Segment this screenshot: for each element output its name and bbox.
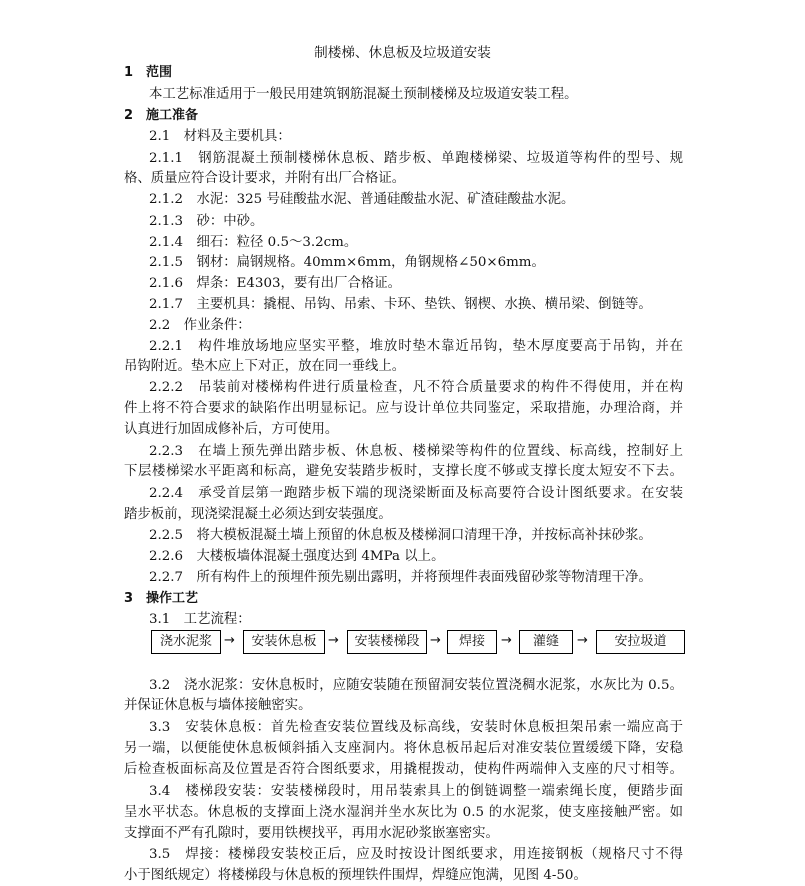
section-heading-preparation: 2 施工准备 bbox=[124, 108, 199, 123]
paragraph-line: 并保证休息板与墙体接触密实。 bbox=[124, 698, 312, 713]
flow-arrow-icon: → bbox=[577, 633, 588, 648]
paragraph-line: 后检查板面标高及位置是否符合图纸要求，用撬棍拨动，使构件两端伸入支座的尺寸相等。 bbox=[124, 762, 683, 777]
section-heading-scope: 1 范围 bbox=[124, 65, 173, 80]
subsection-heading: 3.1 工艺流程： bbox=[149, 612, 251, 627]
flow-arrow-icon: → bbox=[430, 633, 441, 648]
paragraph-line: 支撑面不严有孔隙时，要用铁楔找平，再用水泥砂浆嵌塞密实。 bbox=[124, 826, 499, 841]
flow-arrow-icon: → bbox=[501, 633, 512, 648]
flow-step-box: 安装楼梯段 bbox=[347, 630, 427, 654]
section-heading-operation: 3 操作工艺 bbox=[124, 591, 199, 606]
paragraph-line: 2.2.5 将大模板混凝土墙上预留的休息板及楼梯洞口清理干净，并按标高补抹砂浆。 bbox=[149, 528, 652, 543]
paragraph-line: 件上将不符合要求的缺陷作出明显标记。应与设计单位共同鉴定，采取措施，办理洽商，并 bbox=[124, 401, 683, 416]
paragraph-line: 2.1.3 砂：中砂。 bbox=[149, 214, 264, 229]
paragraph-line: 3.2 浇水泥浆：安休息板时，应随安装随在预留洞安装位置浇稠水泥浆，水灰比为 0.5。 bbox=[149, 678, 683, 693]
paragraph-line: 2.1.1 钢筋混凝土预制楼梯休息板、踏步板、单跑楼梯梁、垃圾道等构件的型号、规 bbox=[149, 151, 683, 166]
paragraph-line: 2.1.2 水泥：325 号硅酸盐水泥、普通硅酸盐水泥、矿渣硅酸盐水泥。 bbox=[149, 192, 575, 207]
paragraph-line: 2.2.2 吊装前对楼梯构件进行质量检查，凡不符合质量要求的构件不得使用，并在构 bbox=[149, 380, 683, 395]
paragraph-line: 2.1.7 主要机具：撬棍、吊钩、吊索、卡环、垫铁、钢楔、水换、横吊梁、倒链等。 bbox=[149, 297, 652, 312]
paragraph-line: 2.2.4 承受首层第一跑踏步板下端的现浇梁断面及标高要符合设计图纸要求。在安装 bbox=[149, 486, 683, 501]
document-title: 制楼梯、休息板及垃圾道安装 bbox=[314, 45, 491, 61]
paragraph-line: 2.1.6 焊条：E4303，要有出厂合格证。 bbox=[149, 276, 402, 291]
paragraph-line: 2.1.4 细石：粒径 0.5～3.2cm。 bbox=[149, 235, 358, 250]
paragraph-line: 下层楼梯梁水平距离和标高，避免安装踏步板时，支撑长度不够或支撑长度太短安不下去。 bbox=[124, 464, 683, 479]
flow-arrow-icon: → bbox=[328, 633, 339, 648]
flow-step-box: 灌缝 bbox=[519, 630, 573, 654]
paragraph-line: 格、质量应符合设计要求，并附有出厂合格证。 bbox=[124, 171, 406, 186]
paragraph-line: 2.2.1 构件堆放场地应坚实平整，堆放时垫木靠近吊钩，垫木厚度要高于吊钩，并在 bbox=[149, 339, 683, 354]
flow-arrow-icon: → bbox=[224, 633, 235, 648]
paragraph-line: 踏步板前，现浇梁混凝土必须达到安装强度。 bbox=[124, 507, 392, 522]
flow-step-box: 安装休息板 bbox=[243, 630, 325, 654]
paragraph-line: 3.4 楼梯段安装：安装楼梯段时，用吊装索具上的倒链调整一端索绳长度，便踏步面 bbox=[149, 784, 683, 799]
subsection-heading: 2.2 作业条件： bbox=[149, 318, 251, 333]
paragraph-line: 吊钩附近。垫木应上下对正，放在同一垂线上。 bbox=[124, 359, 406, 374]
flow-step-box: 浇水泥浆 bbox=[151, 630, 221, 654]
paragraph-line: 本工艺标准适用于一般民用建筑钢筋混凝土预制楼梯及垃圾道安装工程。 bbox=[149, 87, 578, 102]
paragraph-line: 3.3 安装休息板：首先检查安装位置线及标高线，安装时休息板担架吊索一端应高于 bbox=[149, 720, 683, 735]
paragraph-line: 呈水平状态。休息板的支撑面上浇水湿润并坐水灰比为 0.5 的水泥浆，使支座接触严密。如 bbox=[124, 805, 683, 820]
paragraph-line: 认真进行加固成修补后，方可使用。 bbox=[124, 422, 339, 437]
process-flow-diagram bbox=[0, 630, 805, 656]
paragraph-line: 2.2.3 在墙上预先弹出踏步板、休息板、楼梯梁等构件的位置线、标高线，控制好上 bbox=[149, 444, 683, 459]
paragraph-line: 2.2.6 大楼板墙体混凝土强度达到 4MPa 以上。 bbox=[149, 549, 445, 564]
paragraph-line: 3.5 焊接：楼梯段安装校正后，应及时按设计图纸要求，用连接钢板（规格尺寸不得 bbox=[149, 847, 683, 862]
paragraph-line: 另一端，以便能使休息板倾斜插入支座洞内。将休息板吊起后对准安装位置缓缓下降，安稳 bbox=[124, 741, 683, 756]
paragraph-line: 2.2.7 所有构件上的预埋件预先剔出露明，并将预埋件表面残留砂浆等物清理干净。 bbox=[149, 570, 652, 585]
paragraph-line: 小于图纸规定）将楼梯段与休息板的预埋铁件围焊，焊缝应饱满，见图 4-50。 bbox=[124, 868, 587, 883]
flow-step-box: 安拉圾道 bbox=[596, 630, 685, 654]
paragraph-line: 2.1.5 钢材：扁钢规格。40mm×6mm，角钢规格∠50×6mm。 bbox=[149, 255, 545, 270]
subsection-heading: 2.1 材料及主要机具： bbox=[149, 129, 291, 144]
flow-step-box: 焊接 bbox=[447, 630, 497, 654]
